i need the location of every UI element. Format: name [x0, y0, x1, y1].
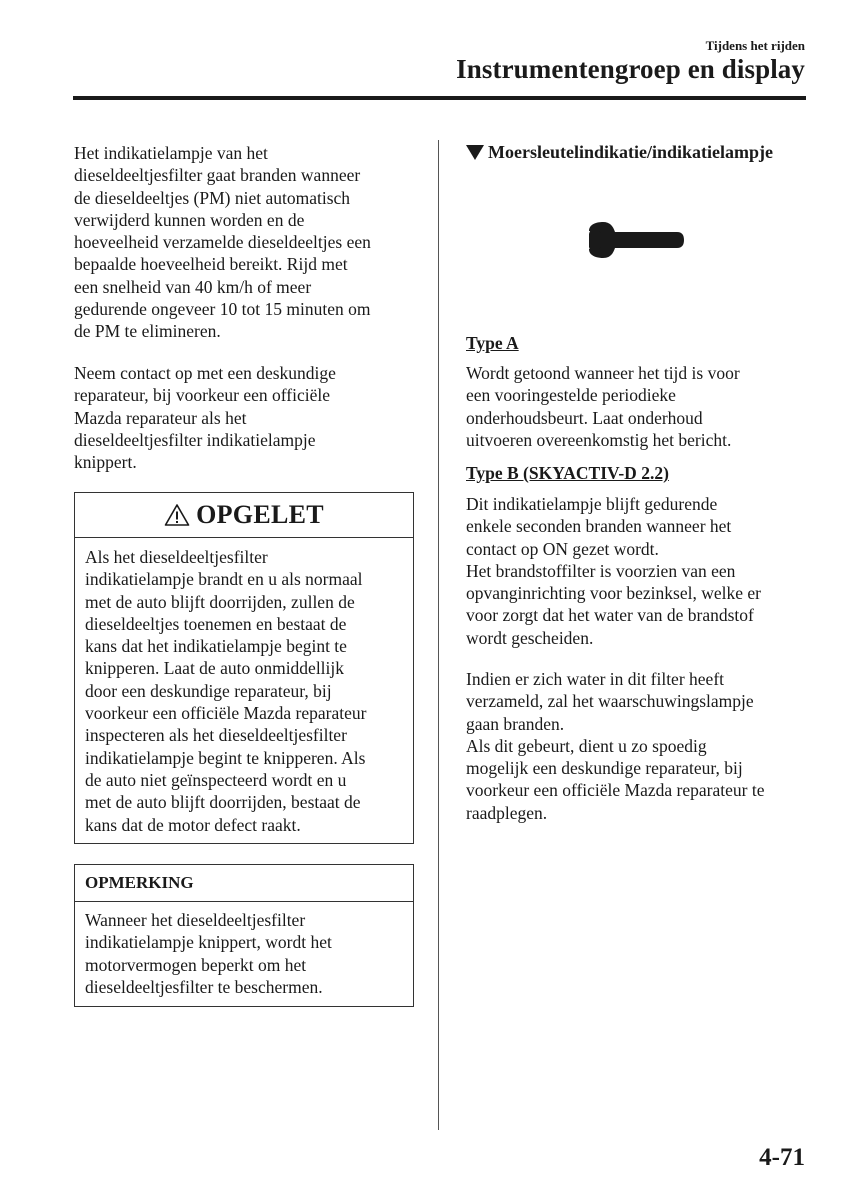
type-b-text-1: Dit indikatielampje blijft gedurende enkele seconden branden wanneer het contact op ON gezet wordt. Het brandstoffilter is voorzien van een opvanginrichting voor bezinksel, welke er voor zorgt dat het water van de brandstof wordt gescheiden. [466, 494, 761, 648]
contact-paragraph: Neem contact op met een deskundige reparateur, bij voorkeur een officiële Mazda reparateur als het dieseldeeltjesfilter indikatielampje knippert. [74, 363, 336, 473]
section-label: Tijdens het rijden [705, 38, 805, 53]
intro-paragraph: Het indikatielampje van het dieseldeeltjesfilter gaat branden wanneer de dieseldeeltjes (PM) niet automatisch verwijderd kunnen worden en de hoeveelheid verzamelde dieseldeeltjes een bepaalde hoeveelheid bereikt. Rijd met een snelheid van 40 km/h of meer gedurende ongeveer 10 tot 15 minuten om de PM te elimineren. [74, 143, 371, 342]
type-a-heading: Type A [466, 333, 519, 353]
triangle-bullet-icon [466, 145, 484, 160]
type-b-heading: Type B (SKYACTIV-D 2.2) [466, 463, 669, 483]
header-divider [73, 96, 806, 100]
caution-text: Als het dieseldeeltjesfilter indikatielampje brandt en u als normaal met de auto blijft doorrijden, zullen de dieseldeeltjes toenemen en bestaat de kans dat het indikatielampje begint te knipperen. Laat de auto onmiddellijk door een deskundige reparateur, bij voorkeur een officiële Mazda reparateur inspecteren als het dieseldeeltjesfilter indikatielampje begint te knipperen. Als de auto niet geïnspecteerd wordt en u met de auto blijft doorrijden, bestaat de kans dat de motor defect raakt. [85, 547, 367, 835]
section-heading: Moersleutelindikatie/indikatielampje [466, 142, 773, 163]
type-a-text: Wordt getoond wanneer het tijd is voor een vooringestelde periodieke onderhoudsbeurt. Laat onderhoud uitvoeren overeenkomstig het bericht. [466, 363, 740, 450]
page-title: Instrumentengroep en display [456, 54, 805, 84]
wrench-icon [585, 222, 685, 274]
caution-header [75, 493, 413, 538]
caution-title: OPGELET [196, 500, 324, 529]
note-box [74, 864, 414, 1007]
note-header [75, 865, 413, 902]
type-b-text-2: Indien er zich water in dit filter heeft verzameld, zal het waarschuwingslampje gaan branden. Als dit gebeurt, dient u zo spoedig mogelijk een deskundige reparateur, bij voorkeur een officiële Mazda reparateur te raadplegen. [466, 669, 765, 823]
note-text: Wanneer het dieseldeeltjesfilter indikatielampje knippert, wordt het motorvermogen beperkt om het dieseldeeltjesfilter te beschermen. [85, 910, 332, 997]
caution-box [74, 492, 414, 844]
page-number: 4-71 [759, 1144, 805, 1171]
column-divider [438, 140, 439, 1130]
note-title: OPMERKING [85, 873, 194, 892]
warning-triangle-icon [164, 503, 190, 527]
